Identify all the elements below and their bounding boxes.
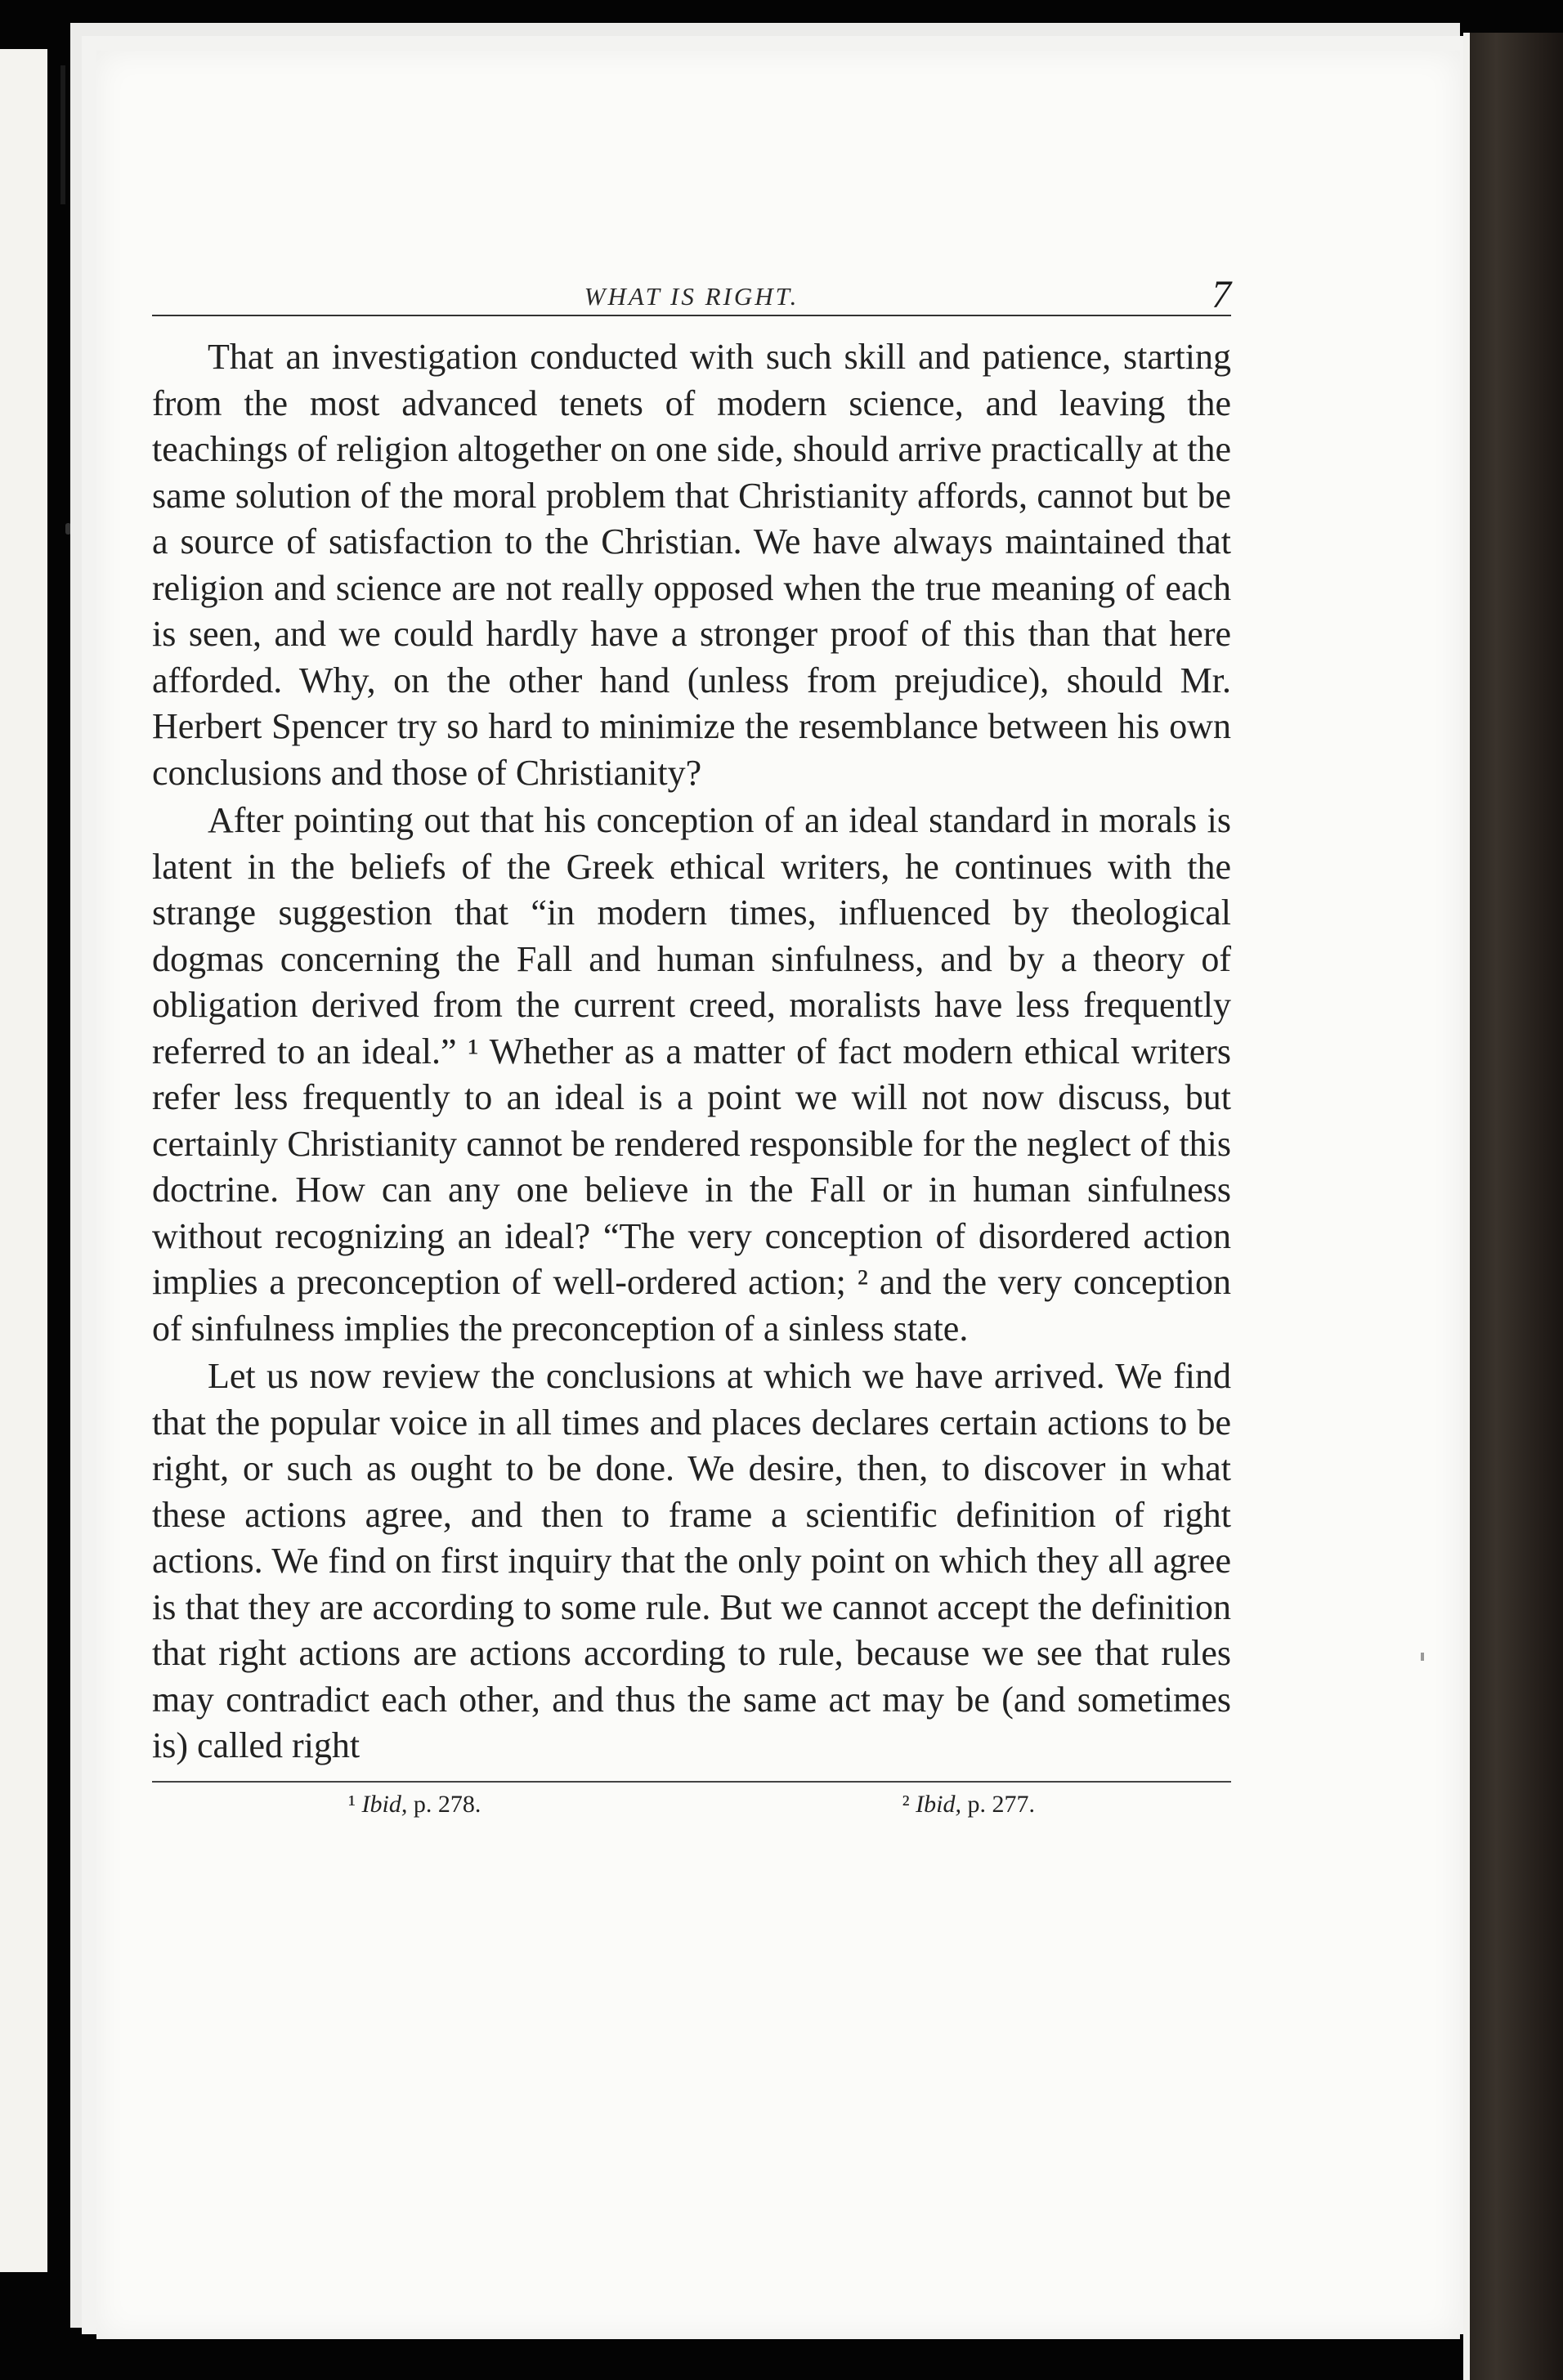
footnote-page: p. 277. — [967, 1790, 1035, 1818]
footnote-mark: ¹ — [348, 1790, 356, 1818]
footnote-ref: Ibid, — [916, 1790, 961, 1818]
left-page-edge — [0, 49, 47, 2272]
body-text — [152, 334, 1231, 1769]
footnote-mark: ² — [902, 1790, 910, 1818]
footnotes — [152, 1783, 1231, 1819]
page-content — [152, 225, 1231, 1819]
running-head-title: WHAT IS RIGHT. — [584, 282, 799, 311]
paragraph: That an investigation conducted with such skill and patience, starting from the most advanced tenets of modern science, and leaving the teachings of religion altogether on one side, should arrive practically at the same solution of the moral problem that Christianity affords, cannot but be a source of satisfaction to the Christian. We have always maintained that religion and science are not really opposed when the true meaning of each is seen, and we could hardly have a stronger proof of this than that here afforded. Why, on the other hand (unless from prejudice), should Mr. Herbert Spencer try so hard to minimize the resemblance between his own conclusions and those of Christianity? — [152, 337, 1231, 793]
footnote-ref: Ibid, — [361, 1790, 408, 1818]
page-number: 7 — [1211, 273, 1231, 316]
book-cover-edge — [1463, 33, 1563, 2380]
footnote-2 — [902, 1791, 1035, 1819]
footnote-1 — [348, 1791, 481, 1819]
paragraph: Let us now review the conclusions at which we have arrived. We find that the popular voice in all times and places declares certain actions to be right, or such as ought to be done. We desire, then, to discover in what these actions agree, and then to frame a scientific definition of right actions. We find on first inquiry that the only point on which they all agree is that they are according to some rule. But we cannot accept the definition that right actions are actions according to rule, because we see that rules may contradict each other, and thus the same act may be (and sometimes is) called right — [152, 1356, 1231, 1765]
footnote-page: p. 278. — [413, 1790, 481, 1818]
speck — [1421, 1653, 1424, 1661]
running-head — [152, 225, 1231, 316]
binding-mark — [60, 65, 65, 204]
paragraph: After pointing out that his conception of an ideal standard in morals is latent in the beliefs of the Greek ethical writers, he continues with the strange suggestion that “in modern times, influenced by theological dogmas concerning the Fall and human sinfulness, and by a theory of obligation derived from the current creed, moralists have less frequently referred to an ideal.” ¹ Whether as a matter of fact modern ethical writers refer less frequently to an ideal is a point we will not now discuss, but certainly Christianity cannot be rendered responsible for the neglect of this doctrine. How can any one believe in the Fall or in human sinfulness without recognizing an ideal? “The very conception of disordered action implies a preconception of well-ordered action; ² and the very conception of sinfulness implies the preconception of a sinless state. — [152, 800, 1231, 1349]
